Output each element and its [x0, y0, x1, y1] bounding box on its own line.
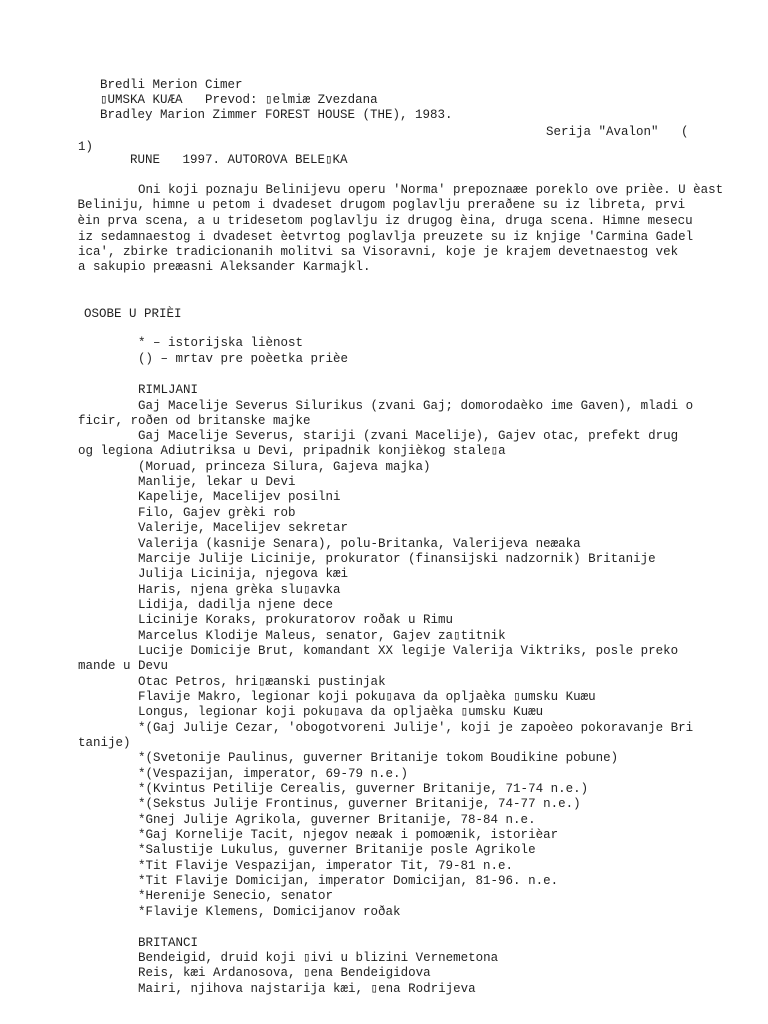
person-entry: *Tit Flavije Domicijan, imperator Domicijan, 81-96. n.e. [138, 874, 559, 888]
person-entry: *Gaj Kornelije Tacit, njegov neæak i pomoænik, istorièar [138, 828, 559, 842]
person-entry: og legiona Adiutriksa u Devi, pripadnik konjièkog stale▯a [78, 444, 506, 458]
person-entry: Longus, legionar koji poku▯ava da opljaèka ▯umsku Kuæu [138, 705, 544, 719]
person-entry: Filo, Gajev grèki rob [138, 506, 296, 520]
original-title-line: Bradley Marion Zimmer FOREST HOUSE (THE), 1983. [100, 108, 453, 122]
note-line: a sakupio preæasni Aleksander Karmajkl. [78, 260, 371, 274]
note-line: iz sedamnaestog i dvadeset èetvrtog poglavlja preuzete su iz knjige 'Carmina Gadel [78, 230, 694, 244]
person-entry: Lucije Domicije Brut, komandant XX legije Valerija Viktriks, posle preko [138, 644, 679, 658]
person-entry: ficir, roðen od britanske majke [78, 414, 311, 428]
person-entry: Valerije, Macelijev sekretar [138, 521, 349, 535]
person-entry: mande u Devu [78, 659, 169, 673]
person-entry: (Moruad, princeza Silura, Gajeva majka) [138, 460, 431, 474]
person-entry: *Gnej Julije Agrikola, guverner Britanije, 78-84 n.e. [138, 813, 536, 827]
title-translator-line: ▯UMSKA KUÆA Prevod: ▯elmiæ Zvezdana [100, 93, 378, 107]
note-line: èin prva scena, a u tridesetom poglavlju iz drugog èina, druga scena. Himne mesecu [70, 214, 693, 228]
legend-line: () – mrtav pre poèetka prièe [138, 352, 349, 366]
person-entry: Julija Licinija, njegova kæi [138, 567, 349, 581]
series-line: Serija "Avalon" ( [546, 125, 689, 139]
person-entry: Manlije, lekar u Devi [138, 475, 296, 489]
person-entry: Reis, kæi Ardanosova, ▯ena Bendeigidova [138, 966, 431, 980]
person-entry: *(Vespazijan, imperator, 69-79 n.e.) [138, 767, 409, 781]
publisher-note-heading: RUNE 1997. AUTOROVA BELE▯KA [130, 153, 348, 167]
person-entry: *Salustije Lukulus, guverner Britanije posle Agrikole [138, 843, 536, 857]
note-line: Beliniju, himne u petom i dvadeset drugom poglavlju preraðene su iz libreta, prvi [70, 198, 686, 212]
person-entry: Gaj Macelije Severus Silurikus (zvani Gaj; domorodaèko ime Gaven), mladi o [138, 399, 694, 413]
person-entry: *Flavije Klemens, Domicijanov roðak [138, 905, 401, 919]
person-entry: *(Sekstus Julije Frontinus, guverner Britanije, 74-77 n.e.) [138, 797, 581, 811]
series-continuation: 1) [78, 140, 94, 154]
person-entry: Bendeigid, druid koji ▯ivi u blizini Vernemetona [138, 951, 499, 965]
person-entry: Kapelije, Macelijev posilni [138, 490, 341, 504]
person-entry: Marcije Julije Licinije, prokurator (finansijski nadzornik) Britanije [138, 552, 656, 566]
person-entry: Valerija (kasnije Senara), polu-Britanka, Valerijeva neæaka [138, 537, 581, 551]
legend-line: * – istorijska liènost [138, 336, 304, 350]
person-entry: Mairi, njihova najstarija kæi, ▯ena Rodrijeva [138, 982, 476, 996]
britons-heading: BRITANCI [138, 936, 199, 950]
person-entry: *(Gaj Julije Cezar, 'obogotvoreni Julije', koji je zapoèeo pokoravanje Bri [138, 721, 694, 735]
person-entry: Flavije Makro, legionar koji poku▯ava da opljaèka ▯umsku Kuæu [138, 690, 596, 704]
romans-heading: RIMLJANI [138, 383, 199, 397]
note-line: ica', zbirke tradicionanih molitvi sa Visoravni, koje je krajem devetnaestog vek [78, 245, 679, 259]
person-entry: Otac Petros, hri▯æanski pustinjak [138, 675, 386, 689]
persons-heading: OSOBE U PRIÈI [84, 307, 182, 321]
person-entry: tanije) [78, 736, 131, 750]
person-entry: *(Kvintus Petilije Cerealis, guverner Britanije, 71-74 n.e.) [138, 782, 589, 796]
person-entry: Lidija, dadilja njene dece [138, 598, 334, 612]
person-entry: *(Svetonije Paulinus, guverner Britanije tokom Boudikine pobune) [138, 751, 619, 765]
person-entry: *Herenije Senecio, senator [138, 889, 334, 903]
person-entry: Marcelus Klodije Maleus, senator, Gajev za▯titnik [138, 629, 506, 643]
note-line: Oni koji poznaju Belinijevu operu 'Norma' prepoznaæe poreklo ove prièe. U èast [138, 183, 724, 197]
person-entry: Licinije Koraks, prokuratorov roðak u Rimu [138, 613, 454, 627]
person-entry: *Tit Flavije Vespazijan, imperator Tit, 79-81 n.e. [138, 859, 514, 873]
person-entry: Gaj Macelije Severus, stariji (zvani Macelije), Gajev otac, prefekt drug [138, 429, 679, 443]
author-line: Bredli Merion Cimer [100, 78, 243, 92]
person-entry: Haris, njena grèka slu▯avka [138, 583, 341, 597]
